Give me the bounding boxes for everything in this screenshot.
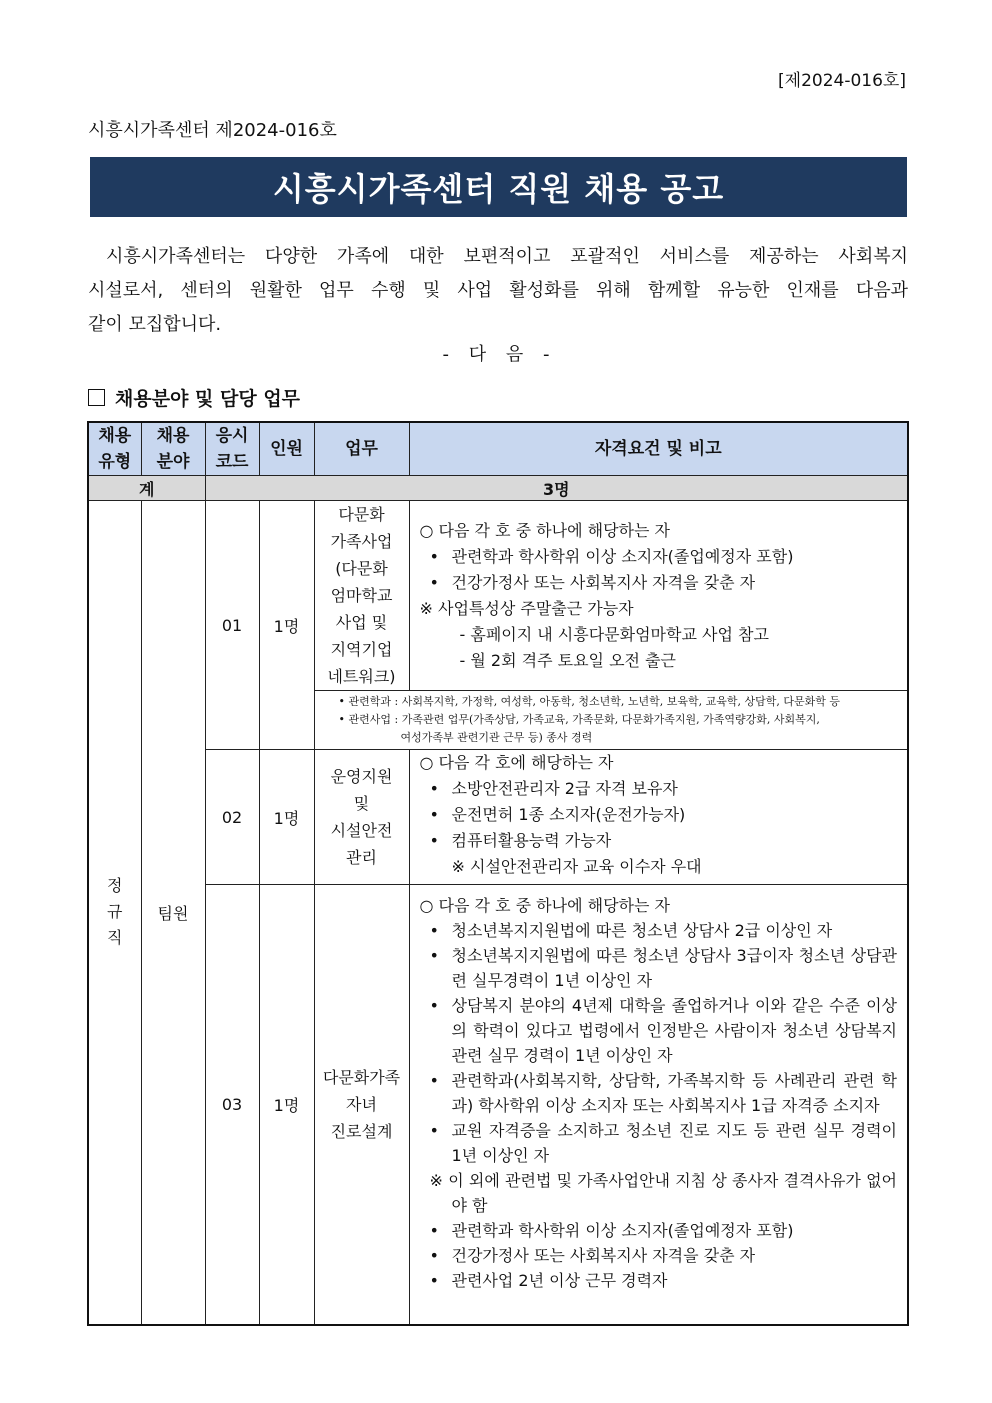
total-row — [88, 476, 908, 501]
list-item: • 소방안전관리자 2급 자격 보유자 — [420, 776, 898, 802]
qualification-cell — [409, 501, 908, 691]
count-cell: 1명 — [259, 750, 314, 885]
list-item: • 컴퓨터활용능력 가능자 — [420, 828, 898, 854]
code-cell: 03 — [205, 885, 259, 1325]
qual-heading: ○ 다음 각 호 중 하나에 해당하는 자 — [419, 896, 670, 915]
table-row — [88, 750, 908, 885]
duty-cell: 다문화가족 자녀 진로설계 — [314, 885, 409, 1325]
count-cell: 1명 — [259, 885, 314, 1325]
total-label: 계 — [88, 476, 205, 501]
list-item: • 건강가정사 또는 사회복지사 자격을 갖춘 자 — [420, 570, 898, 596]
section-title-text: 채용분야 및 담당 업무 — [115, 388, 301, 410]
intro-line-2: 시설로서, 센터의 원활한 업무 수행 및 사업 활성화를 위해 함께할 유능한 인재를 다음과 — [88, 280, 908, 301]
page-title — [90, 157, 907, 217]
list-item: • 청소년복지지원법에 따른 청소년 상담사 3급이자 청소년 상담관련 실무경력이 1년 이상인 자 — [420, 943, 898, 993]
code-cell: 02 — [205, 750, 259, 885]
qualification-cell — [409, 750, 908, 885]
field-cell: 팀원 — [141, 501, 205, 1325]
duty-cell: 다문화 가족사업 (다문화 엄마학교 사업 및 지역기업 네트워크) — [314, 501, 409, 691]
qual-note: ※ 이 외에 관련법 및 가족사업안내 지침 상 종사자 결격사유가 없어야 함 — [429, 1171, 897, 1215]
table-header-row — [88, 422, 908, 476]
recruitment-table — [87, 421, 909, 1326]
qual-heading: ○ 다음 각 호 중 하나에 해당하는 자 — [419, 520, 670, 540]
employment-type-cell: 정 규 직 — [88, 501, 141, 1325]
intro-line-1: 시흥시가족센터는 다양한 가족에 대한 보편적이고 포괄적인 서비스를 제공하는 사회복지 — [106, 246, 908, 267]
intro-paragraph — [88, 240, 908, 342]
section-title — [88, 384, 300, 411]
related-project-note-cont: 여성가족부 관련기관 근무 등) 종사 경력 — [400, 731, 593, 744]
total-value: 3명 — [205, 476, 908, 501]
intro-line-3: 같이 모집합니다. — [88, 314, 222, 335]
related-project-note: • 관련사업 : 가족관련 업무(가족상담, 가족교육, 가족문화, 다문화가족지원, 가족역량강화, 사회복지, — [338, 713, 820, 726]
duty-cell: 운영지원 및 시설안전 관리 — [314, 750, 409, 885]
count-cell: 1명 — [259, 501, 314, 750]
document-number: [제2024-016호] — [778, 71, 906, 91]
checkbox-square-icon — [88, 389, 105, 406]
list-item: • 청소년복지지원법에 따른 청소년 상담사 2급 이상인 자 — [420, 918, 898, 943]
header-duty: 업무 — [314, 422, 409, 476]
list-item: • 관련학과 학사학위 이상 소지자(졸업예정자 포함) — [420, 544, 898, 570]
header-qualification: 자격요건 및 비고 — [409, 422, 908, 476]
list-item: • 교원 자격증을 소지하고 청소년 진로 지도 등 관련 실무 경력이 1년 이상인 자 — [420, 1118, 898, 1168]
related-notes-cell — [314, 691, 908, 750]
header-count: 인원 — [259, 422, 314, 476]
header-employment-type: 채용 유형 — [88, 422, 141, 476]
organization-number: 시흥시가족센터 제2024-016호 — [88, 120, 337, 141]
list-item: • 관련학과(사회복지학, 상담학, 가족복지학 등 사례관리 관련 학과) 학사학위 이상 소지자 또는 사회복지사 1급 자격증 소지자 — [420, 1068, 898, 1118]
list-item: - 월 2회 격주 토요일 오전 출근 — [459, 650, 676, 670]
code-cell: 01 — [205, 501, 259, 750]
page-title-text: 시흥시가족센터 직원 채용 공고 — [272, 170, 725, 208]
header-field: 채용 분야 — [141, 422, 205, 476]
list-item: • 건강가정사 또는 사회복지사 자격을 갖춘 자 — [420, 1243, 898, 1268]
list-item: • 관련사업 2년 이상 근무 경력자 — [420, 1268, 898, 1293]
divider-heading: - 다 음 - — [442, 344, 550, 365]
list-item: - 홈페이지 내 시흥다문화엄마학교 사업 참고 — [459, 624, 769, 644]
list-item: • 상담복지 분야의 4년제 대학을 졸업하거나 이와 같은 수준 이상의 학력이 있다고 법령에서 인정받은 사람이자 청소년 상담복지 관련 실무 경력이 1년 이상인 자 — [420, 993, 898, 1068]
list-item: • 운전면허 1종 소지자(운전가능자) — [420, 802, 898, 828]
qual-note: ※ 사업특성상 주말출근 가능자 — [419, 598, 634, 618]
related-major-note: • 관련학과 : 사회복지학, 가정학, 여성학, 아동학, 청소년학, 노년학, 보육학, 교육학, 상담학, 다문화학 등 — [338, 695, 841, 708]
qual-note: ※ 시설안전관리자 교육 이수자 우대 — [451, 857, 702, 876]
list-item: • 관련학과 학사학위 이상 소지자(졸업예정자 포함) — [420, 1218, 898, 1243]
table-row — [88, 885, 908, 1325]
qualification-cell — [409, 885, 908, 1325]
qual-heading: ○ 다음 각 호에 해당하는 자 — [419, 753, 614, 772]
table-row — [88, 501, 908, 691]
header-code: 응시 코드 — [205, 422, 259, 476]
